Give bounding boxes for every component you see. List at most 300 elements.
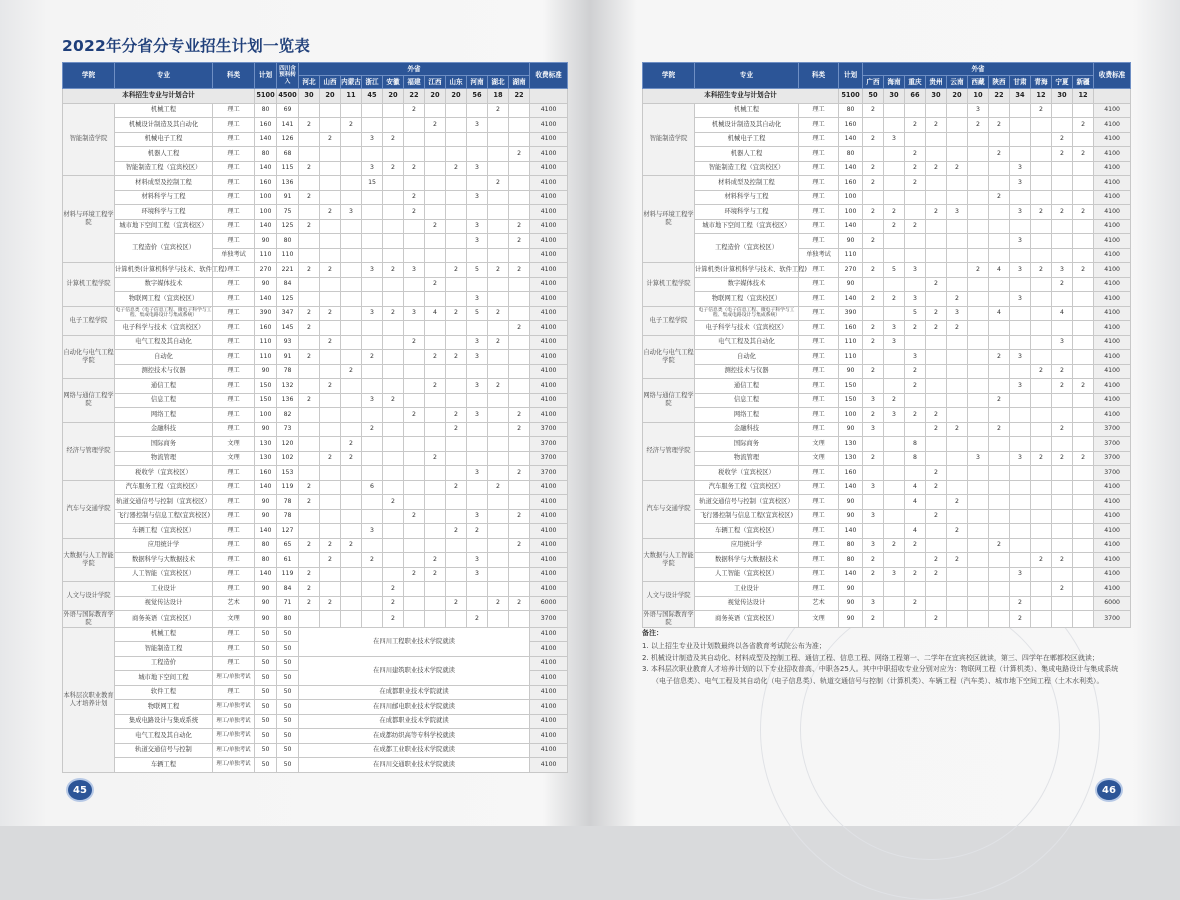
table-row [643,205,1131,220]
province-cell [446,176,467,191]
province-cell [404,393,425,408]
province-cell [968,437,989,452]
sichuan-cell: 78 [277,364,299,379]
province-cell: 2 [863,567,884,582]
province-cell [968,379,989,394]
table-row [63,234,568,249]
province-cell [425,147,446,162]
plan-cell: 50 [255,671,277,686]
province-cell [341,263,362,278]
province-cell: 5 [467,263,488,278]
province-cell: 2 [926,466,947,481]
sichuan-cell: 50 [277,714,299,729]
total-row [643,89,1131,104]
fee-cell: 3700 [1094,451,1131,466]
province-cell: 2 [446,306,467,321]
sichuan-cell: 78 [277,509,299,524]
province-cell: 2 [926,480,947,495]
province-cell [989,176,1010,191]
province-cell [383,219,404,234]
plan-cell: 100 [255,190,277,205]
province-cell [1052,190,1073,205]
province-cell [362,118,383,133]
province-cell [467,176,488,191]
header-fee: 收费标准 [530,63,568,89]
province-cell [404,350,425,365]
province-cell [1010,147,1031,162]
province-cell [383,118,404,133]
subject-cell: 理工 [213,277,255,292]
province-cell: 2 [299,321,320,336]
college-cell: 外语与国际教育学院 [643,611,694,626]
province-header: 西藏 [968,76,989,89]
province-cell: 2 [383,132,404,147]
province-cell [467,103,488,118]
province-cell: 2 [341,364,362,379]
plan-cell: 90 [839,422,863,437]
subject-cell: 理工 [799,350,839,365]
fee-cell: 4100 [530,524,568,539]
province-header: 海南 [884,76,905,89]
total-province: 20 [446,89,467,104]
province-cell [926,437,947,452]
province-cell [905,190,926,205]
province-cell [362,292,383,307]
province-cell [320,437,341,452]
subject-cell: 理工 [213,103,255,118]
subject-cell: 文理 [213,611,255,628]
province-cell [1052,524,1073,539]
plan-cell: 110 [255,335,277,350]
table-row [63,350,568,365]
province-cell [1073,408,1094,423]
table-row [643,509,1131,524]
province-cell [488,524,509,539]
plan-cell: 140 [255,480,277,495]
subject-cell: 文理 [213,451,255,466]
plan-cell: 90 [255,596,277,611]
subject-cell: 理工 [799,118,839,133]
province-cell [320,292,341,307]
province-cell [404,364,425,379]
province-cell [383,205,404,220]
province-cell [1010,103,1031,118]
province-cell [1052,393,1073,408]
province-cell [1010,393,1031,408]
plan-cell: 140 [839,480,863,495]
province-cell: 3 [968,451,989,466]
total-province: 45 [362,89,383,104]
subject-cell: 理工 [213,582,255,597]
province-cell: 2 [446,408,467,423]
province-cell [488,161,509,176]
province-cell: 8 [905,437,926,452]
province-cell [1052,408,1073,423]
province-cell [1073,277,1094,292]
province-cell [299,611,320,628]
fee-cell: 4100 [1094,379,1131,394]
header-college: 学院 [643,63,695,89]
province-cell [446,364,467,379]
fee-cell: 3700 [530,451,568,466]
province-cell [947,567,968,582]
province-cell [446,132,467,147]
province-cell [425,364,446,379]
fee-cell: 4100 [1094,335,1131,350]
province-cell [905,582,926,597]
subject-cell: 理工 [213,190,255,205]
sichuan-cell: 347 [277,306,299,321]
sichuan-cell: 61 [277,553,299,568]
sichuan-cell: 119 [277,567,299,582]
province-cell: 3 [905,350,926,365]
province-cell [968,234,989,249]
province-cell [1052,567,1073,582]
province-cell [884,161,905,176]
major-cell: 国际商务 [115,437,213,452]
table-row [643,364,1131,379]
header-plan: 计划 [839,63,863,89]
province-cell: 2 [509,408,530,423]
province-cell [905,205,926,220]
plan-cell: 160 [839,176,863,191]
table-row [63,408,568,423]
province-cell [320,248,341,263]
province-cell [884,582,905,597]
header-fee: 收费标准 [1094,63,1131,89]
province-cell: 2 [320,596,341,611]
province-cell [404,147,425,162]
province-cell [446,466,467,481]
province-cell [383,248,404,263]
province-cell: 2 [362,553,383,568]
province-cell [341,393,362,408]
subject-cell: 理工 [213,567,255,582]
province-cell: 2 [905,379,926,394]
subject-cell: 理工 [213,118,255,133]
province-cell: 15 [362,176,383,191]
major-cell: 通信工程 [695,379,799,394]
province-cell [1031,277,1052,292]
major-cell: 信息工程 [695,393,799,408]
table-row [63,743,568,758]
table-row [643,234,1131,249]
province-cell [362,451,383,466]
province-cell [1031,582,1052,597]
province-cell [341,292,362,307]
province-cell [1073,582,1094,597]
province-cell [1031,408,1052,423]
province-cell: 4 [989,306,1010,321]
table-row [643,553,1131,568]
province-cell [1073,306,1094,321]
total-province: 50 [863,89,884,104]
college-cell: 大数据与人工智能学院 [63,538,115,582]
province-cell: 2 [1073,118,1094,133]
province-cell [404,553,425,568]
fee-cell: 4100 [530,480,568,495]
province-cell: 2 [947,161,968,176]
province-cell: 3 [404,306,425,321]
province-cell: 3 [884,567,905,582]
province-cell: 2 [383,263,404,278]
province-cell: 2 [446,596,467,611]
province-cell [926,364,947,379]
province-cell [404,538,425,553]
province-cell [884,466,905,481]
province-cell [509,292,530,307]
plan-cell: 160 [839,321,863,336]
province-cell [320,422,341,437]
province-cell: 2 [863,103,884,118]
province-cell: 2 [425,219,446,234]
fee-cell: 4100 [1094,205,1131,220]
sichuan-cell: 50 [277,729,299,744]
subject-cell: 理工 [213,147,255,162]
province-cell [320,393,341,408]
college-cell: 大数据与人工智能学院 [643,538,695,582]
province-cell [425,611,446,628]
province-cell [320,466,341,481]
province-cell: 2 [488,480,509,495]
total-plan: 5100 [839,89,863,104]
plan-cell: 160 [255,321,277,336]
province-cell [947,466,968,481]
table-row [643,306,1131,321]
province-cell [383,524,404,539]
major-cell: 车辆工程 [115,758,213,773]
province-cell [863,277,884,292]
subject-cell: 理工 [213,335,255,350]
total-province: 30 [884,89,905,104]
province-cell: 5 [905,306,926,321]
province-cell [947,582,968,597]
sichuan-cell: 50 [277,700,299,715]
province-cell [968,306,989,321]
table-row [63,437,568,452]
province-cell [968,350,989,365]
province-cell [383,176,404,191]
table-row [643,190,1131,205]
province-cell [362,611,383,628]
fee-cell: 4100 [530,627,568,642]
province-cell [947,408,968,423]
province-cell: 4 [905,524,926,539]
table-row [643,277,1131,292]
province-cell [947,176,968,191]
province-cell: 3 [467,219,488,234]
province-cell [926,350,947,365]
major-cell: 机械设计制造及其自动化 [115,118,213,133]
plan-cell: 50 [255,685,277,700]
province-cell [383,321,404,336]
province-cell [467,277,488,292]
province-cell [884,495,905,510]
province-cell [1031,350,1052,365]
province-cell: 3 [905,292,926,307]
province-cell: 3 [467,292,488,307]
subject-cell: 理工 [799,176,839,191]
table-row [63,596,568,611]
province-cell: 2 [863,263,884,278]
table-row [643,176,1131,191]
fee-cell: 4100 [530,685,568,700]
college-cell: 电子工程学院 [643,306,695,335]
table-row [643,437,1131,452]
province-cell [1073,466,1094,481]
province-cell: 2 [947,495,968,510]
subject-cell: 文理 [799,611,839,628]
province-cell [446,582,467,597]
province-cell [425,103,446,118]
total-plan: 5100 [255,89,277,104]
major-cell: 城市地下空间工程（宜宾校区） [115,219,213,234]
province-cell [863,466,884,481]
province-cell: 2 [863,161,884,176]
province-cell: 2 [446,263,467,278]
major-cell: 材料成型及控制工程 [115,176,213,191]
province-cell [884,422,905,437]
province-cell [926,495,947,510]
fee-cell: 4100 [530,743,568,758]
major-cell: 汽车服务工程（宜宾校区） [695,480,799,495]
fee-cell: 4100 [1094,524,1131,539]
subject-cell: 理工 [213,263,255,278]
province-cell: 3 [1010,451,1031,466]
enrollment-table-left [62,62,568,773]
subject-cell: 理工 [213,553,255,568]
fee-cell: 4100 [1094,161,1131,176]
sichuan-cell: 71 [277,596,299,611]
plan-cell: 140 [255,292,277,307]
subject-cell: 理工 [799,379,839,394]
province-cell: 3 [863,596,884,611]
table-row [63,205,568,220]
major-cell: 信息工程 [115,393,213,408]
province-cell [1052,118,1073,133]
province-cell [884,306,905,321]
major-cell: 电子信息类（电子信息工程、微电子科学与工程、集成电路设计与集成系统） [115,306,213,321]
sichuan-cell: 110 [277,248,299,263]
province-cell: 2 [1031,103,1052,118]
province-cell: 2 [905,176,926,191]
province-cell: 2 [299,567,320,582]
province-cell [947,364,968,379]
province-cell [947,335,968,350]
province-cell [947,480,968,495]
plan-cell: 160 [839,118,863,133]
fee-cell: 3700 [1094,611,1131,628]
province-cell [1010,219,1031,234]
province-cell: 2 [1031,364,1052,379]
table-row [63,379,568,394]
province-cell [383,466,404,481]
province-cell [926,263,947,278]
province-cell: 3 [467,118,488,133]
province-cell [362,437,383,452]
province-cell [488,582,509,597]
province-cell [362,364,383,379]
sichuan-cell: 127 [277,524,299,539]
province-cell [425,132,446,147]
campus-note: 在成都工业职业技术学院就读 [299,743,530,758]
province-cell [926,451,947,466]
province-cell [968,205,989,220]
sichuan-cell: 84 [277,277,299,292]
province-cell [341,567,362,582]
province-cell [1031,524,1052,539]
province-cell: 2 [926,567,947,582]
fee-cell: 3700 [530,422,568,437]
province-cell [1073,509,1094,524]
province-cell [320,176,341,191]
province-cell: 2 [383,393,404,408]
province-cell: 2 [383,582,404,597]
province-cell [968,190,989,205]
major-cell: 物流管理 [115,451,213,466]
province-cell [299,437,320,452]
province-cell [926,132,947,147]
plan-cell: 50 [255,656,277,671]
major-cell: 自动化 [115,350,213,365]
province-cell: 2 [863,321,884,336]
plan-cell: 90 [839,611,863,628]
major-cell: 物联网工程 [115,700,213,715]
province-cell [341,234,362,249]
province-cell [1052,480,1073,495]
major-cell: 电子科学与技术（宜宾校区） [115,321,213,336]
province-cell [320,524,341,539]
province-cell [947,277,968,292]
major-cell: 软件工程 [115,685,213,700]
province-cell [425,263,446,278]
province-cell: 3 [968,103,989,118]
province-cell: 2 [320,553,341,568]
major-cell: 商务英语（宜宾校区） [695,611,799,628]
table-row [63,103,568,118]
subject-cell: 理工 [213,495,255,510]
table-row [63,132,568,147]
province-cell [425,335,446,350]
province-cell: 3 [1010,161,1031,176]
province-cell [425,234,446,249]
province-cell: 3 [467,509,488,524]
province-cell: 2 [509,538,530,553]
province-cell: 3 [467,408,488,423]
plan-cell: 90 [839,509,863,524]
province-cell [425,495,446,510]
province-cell [1031,234,1052,249]
sichuan-cell: 50 [277,743,299,758]
province-header: 陕西 [989,76,1010,89]
province-cell [425,292,446,307]
sichuan-cell: 80 [277,611,299,628]
header-subject: 科类 [213,63,255,89]
subject-cell: 艺术 [213,596,255,611]
province-cell [1010,190,1031,205]
province-cell [884,524,905,539]
sichuan-cell: 102 [277,451,299,466]
fee-cell: 4100 [530,567,568,582]
major-cell: 人工智能（宜宾校区） [115,567,213,582]
province-cell [509,451,530,466]
major-cell: 电子信息类（电子信息工程、微电子科学与工程、集成电路设计与集成系统） [695,306,799,321]
province-cell [1052,176,1073,191]
province-cell [425,161,446,176]
sichuan-cell: 78 [277,495,299,510]
major-cell: 国际商务 [695,437,799,452]
fee-cell: 4100 [1094,364,1131,379]
